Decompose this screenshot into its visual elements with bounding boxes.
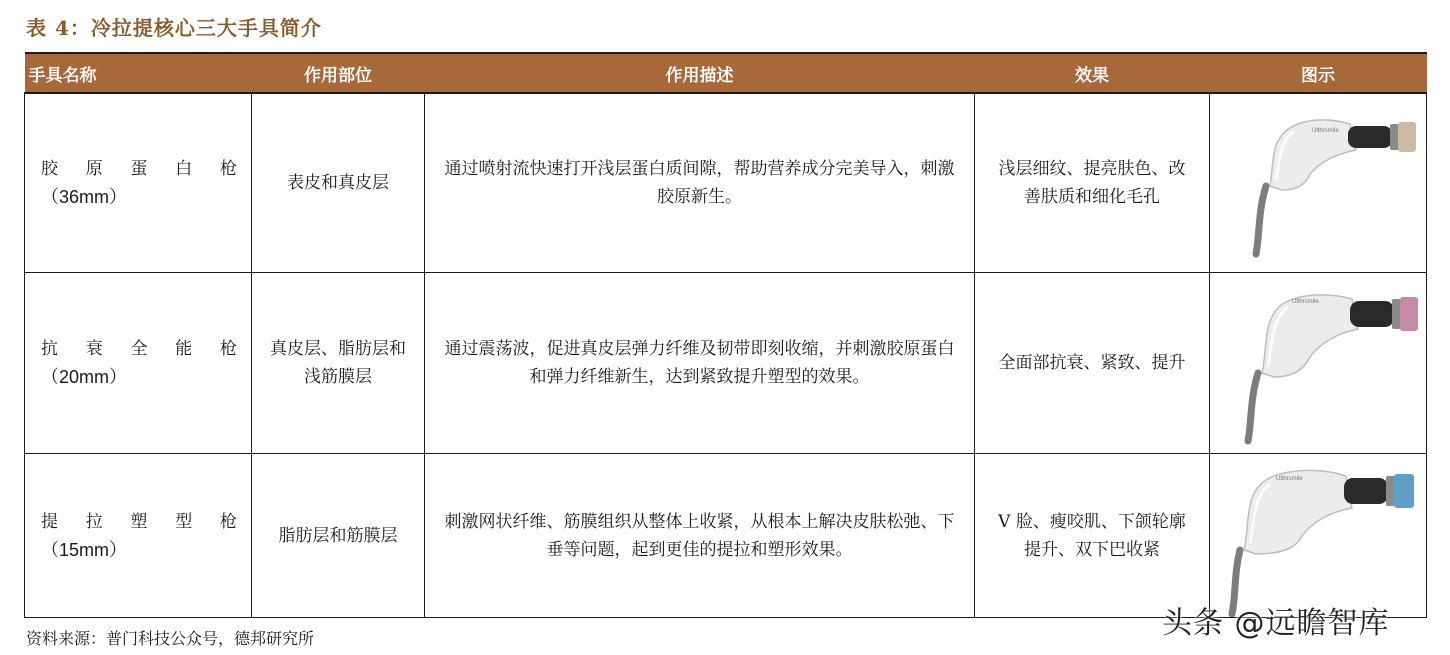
handpiece-name-cell [25, 454, 252, 618]
handpiece-size: （15mm） [41, 539, 128, 560]
handpiece-name: 胶 原 蛋 白 枪 [41, 159, 237, 179]
table-caption: 表 4：冷拉提核心三大手具简介 [26, 16, 322, 40]
handpiece-device-image [1210, 454, 1427, 617]
header-area: 作用部位 [252, 53, 425, 93]
header-desc: 作用描述 [425, 53, 975, 93]
header-image: 图示 [1210, 53, 1427, 93]
handpiece-device-image [1210, 273, 1427, 453]
device-image-cell [1210, 93, 1427, 273]
watermark: 头条 @远瞻智库 [1162, 606, 1390, 641]
table-header-row [25, 53, 1427, 93]
handpiece-size: （20mm） [41, 367, 128, 387]
header-name: 手具名称 [25, 53, 252, 93]
device-image-cell [1210, 454, 1427, 618]
handpiece-size: （36mm） [41, 187, 128, 207]
handpiece-name: 抗 衰 全 能 枪 [41, 339, 237, 359]
table-row [25, 93, 1427, 273]
device-brand-label: Ulthrsmile [1312, 128, 1339, 134]
header-effect: 效果 [975, 53, 1210, 93]
handpiece-device-image [1210, 94, 1427, 272]
device-brand-label: Ulthrsmile [1276, 476, 1303, 482]
source-note: 资料来源：普门科技公众号，德邦研究所 [26, 629, 315, 648]
device-brand-label: Ulthrsmile [1292, 299, 1319, 305]
table-row [25, 273, 1427, 454]
device-image-cell [1210, 273, 1427, 454]
handpiece-name: 提 拉 塑 型 枪 [41, 511, 237, 532]
effect-cell: V 脸、瘦咬肌、下颌轮廓提升、双下巴收紧 [975, 454, 1210, 618]
effect-cell: 全面部抗衰、紧致、提升 [975, 273, 1210, 454]
desc-cell: 刺激网状纤维、筋膜组织从整体上收紧，从根本上解决皮肤松弛、下垂等问题，起到更佳的提拉和塑形效果。 [425, 454, 975, 618]
desc-cell: 通过喷射流快速打开浅层蛋白质间隙，帮助营养成分完美导入，刺激胶原新生。 [425, 93, 975, 273]
area-cell: 表皮和真皮层 [252, 93, 425, 273]
effect-cell: 浅层细纹、提亮肤色、改善肤质和细化毛孔 [975, 93, 1210, 273]
area-cell: 脂肪层和筋膜层 [252, 454, 425, 618]
handpiece-name-cell [25, 93, 252, 273]
handpiece-name-cell [25, 273, 252, 454]
area-cell: 真皮层、脂肪层和浅筋膜层 [252, 273, 425, 454]
desc-cell: 通过震荡波，促进真皮层弹力纤维及韧带即刻收缩，并刺激胶原蛋白和弹力纤维新生，达到紧致提升塑型的效果。 [425, 273, 975, 454]
table-row [25, 454, 1427, 618]
handpiece-table [24, 52, 1427, 618]
